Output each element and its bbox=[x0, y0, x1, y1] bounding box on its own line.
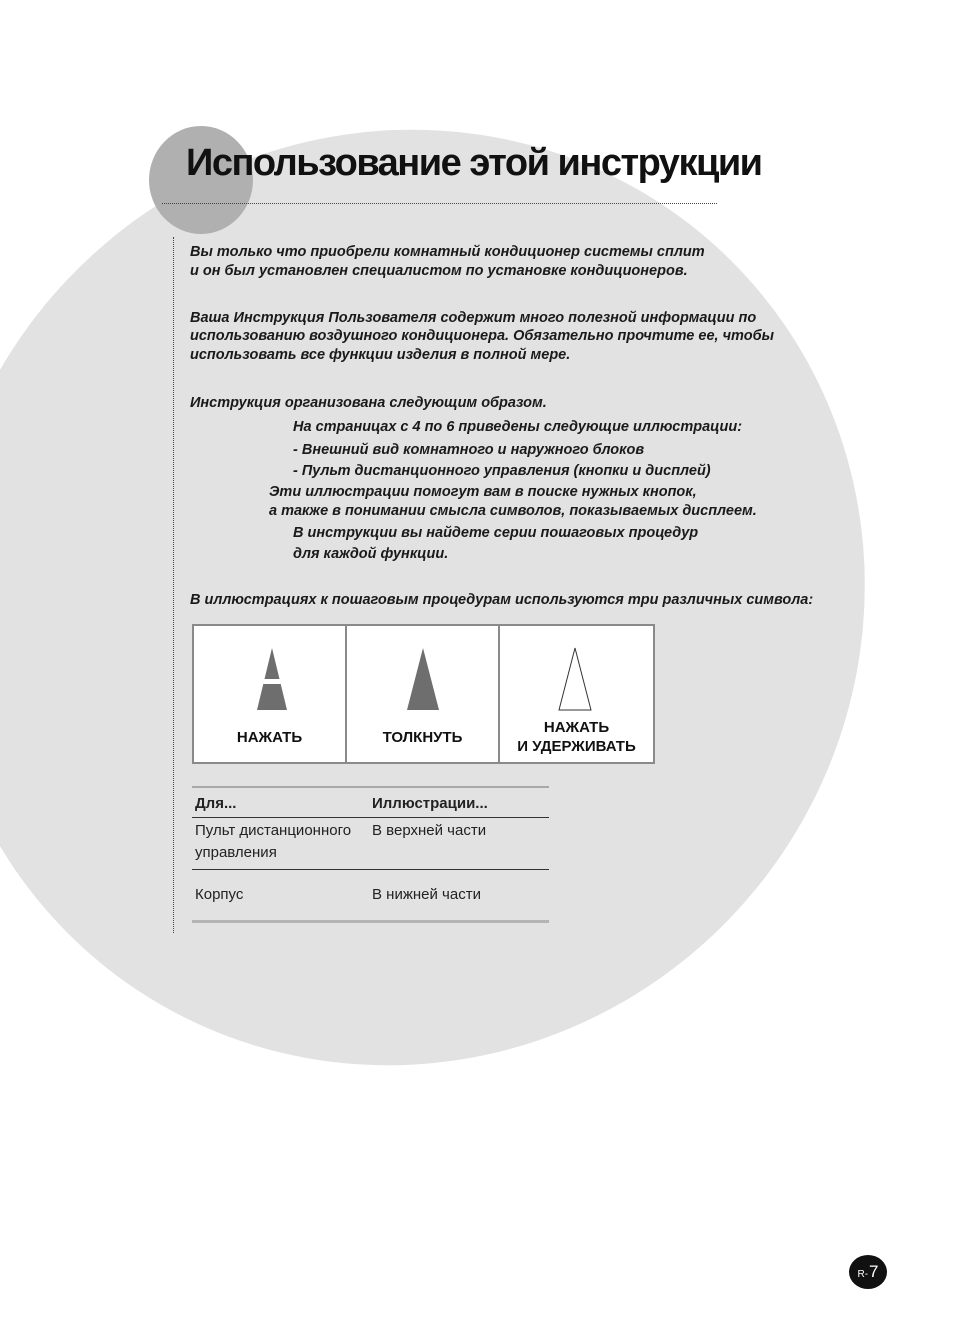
help-line-2: а также в понимании смысла символов, показываемых дисплеем. bbox=[269, 503, 757, 519]
pages-line: На страницах с 4 по 6 приведены следующие иллюстрации: bbox=[293, 419, 743, 435]
page-number-badge bbox=[849, 1255, 887, 1289]
intro-paragraph-2-line-1: Ваша Инструкция Пользователя содержит много полезной информации по bbox=[190, 310, 757, 326]
symbol-label-line-1: НАЖАТЬ bbox=[543, 719, 610, 736]
symbol-cell-press bbox=[194, 626, 347, 762]
intro-paragraph-1-line-2: и он был установлен специалистом по установке кондиционеров. bbox=[190, 263, 688, 279]
symbol-label-line-2: И УДЕРЖИВАТЬ bbox=[517, 738, 636, 755]
symbol-cell-push bbox=[347, 626, 500, 762]
intro-paragraph-2-line-3: использовать все функции изделия в полной мере. bbox=[190, 347, 571, 363]
intro-paragraph-1-line-1: Вы только что приобрели комнатный кондиционер системы сплит bbox=[190, 244, 705, 260]
page-number: 7 bbox=[869, 1262, 879, 1281]
side-divider bbox=[173, 237, 174, 933]
symbol-label: НАЖАТЬ bbox=[236, 729, 303, 746]
table-top-rule bbox=[192, 786, 549, 788]
page-title: Использование этой инструкции bbox=[186, 142, 762, 184]
table-bottom-rule bbox=[192, 920, 549, 923]
page-number-prefix: R- bbox=[857, 1268, 869, 1280]
intro-paragraph-2-line-2: использованию воздушного кондиционера. Обязательно прочтите ее, чтобы bbox=[190, 328, 774, 344]
structure-heading: Инструкция организована следующим образом. bbox=[190, 395, 547, 411]
symbols-table bbox=[192, 624, 655, 764]
table-row-1-where: В верхней части bbox=[372, 822, 487, 839]
bullet-item: - Пульт дистанционного управления (кнопки и дисплей) bbox=[293, 463, 711, 479]
series-line-2: для каждой функции. bbox=[293, 546, 449, 562]
symbols-intro: В иллюстрациях к пошаговым процедурам используются три различных символа: bbox=[190, 592, 814, 608]
table-row-1-for-line-2: управления bbox=[195, 844, 277, 861]
bullet-item: - Внешний вид комнатного и наружного блоков bbox=[293, 442, 645, 458]
series-line-1: В инструкции вы найдете серии пошаговых процедур bbox=[293, 525, 699, 541]
title-divider bbox=[162, 203, 717, 204]
table-row-2-where: В нижней части bbox=[372, 886, 481, 903]
symbol-cell-press-and-hold bbox=[500, 626, 653, 762]
table-header-rule bbox=[192, 817, 549, 818]
table-header-illustrations: Иллюстрации... bbox=[372, 795, 488, 812]
symbol-label: ТОЛКНУТЬ bbox=[382, 729, 463, 746]
table-row-rule bbox=[192, 869, 549, 870]
help-line-1: Эти иллюстрации помогут вам в поиске нужных кнопок, bbox=[269, 484, 697, 500]
table-row-2-for: Корпус bbox=[195, 886, 244, 903]
table-row-1-for-line-1: Пульт дистанционного bbox=[195, 822, 352, 839]
table-header-for: Для... bbox=[195, 795, 237, 812]
